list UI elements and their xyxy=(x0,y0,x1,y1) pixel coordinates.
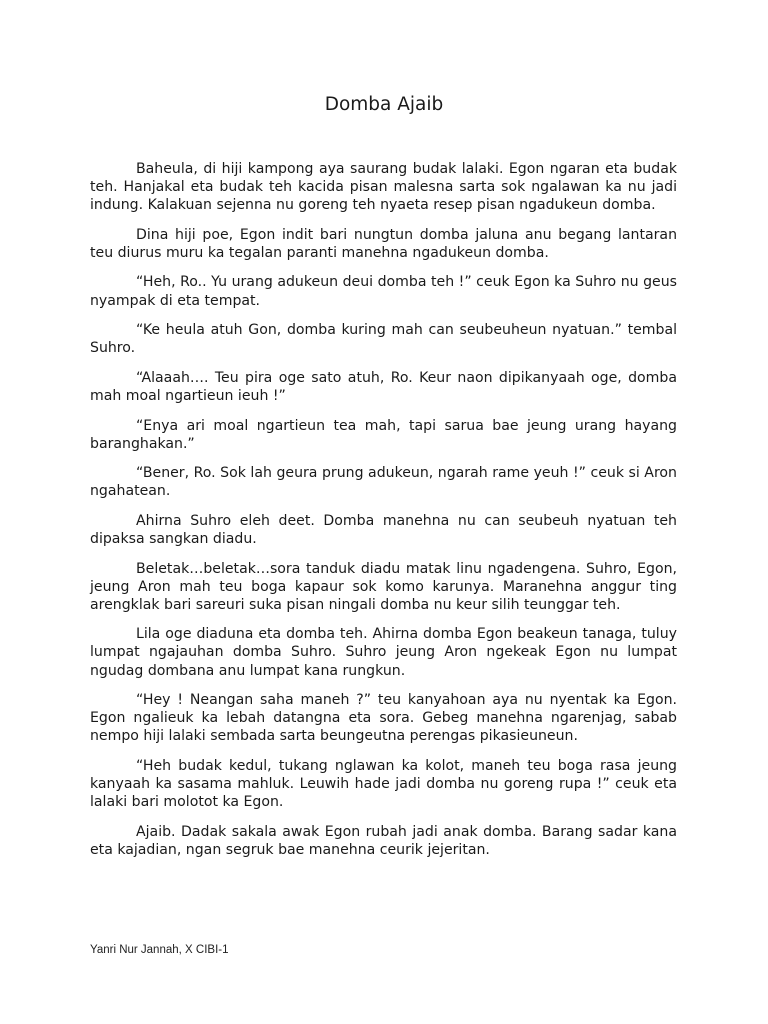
paragraph: Beletak…beletak…sora tanduk diadu matak linu ngadengena. Suhro, Egon, jeung Aron mah teu boga kapaur sok komo karunya. Maranehna anggur ting arengklak bari sareuri suka pisan ningali domba nu keur silih teunggar teh. xyxy=(90,560,677,613)
page-title: Domba Ajaib xyxy=(324,94,444,115)
paragraph: Baheula, di hiji kampong aya saurang budak lalaki. Egon ngaran eta budak teh. Hanjakal eta budak teh kacida pisan malesna sarta sok ngalawan ka nu jadi indung. Kalakuan sejenna nu goreng teh nyaeta resep pisan ngadukeun domba. xyxy=(90,161,677,214)
paragraph: “Heh budak kedul, tukang nglawan ka kolot, maneh teu boga rasa jeung kanyaah ka sasama mahluk. Leuwih hade jadi domba nu goreng rupa !” ceuk eta lalaki bari molotot ka Egon. xyxy=(90,757,677,811)
paragraph: “Enya ari moal ngartieun tea mah, tapi sarua bae jeung urang hayang baranghakan.” xyxy=(90,417,677,452)
paragraph: Ahirna Suhro eleh deet. Domba manehna nu can seubeuh nyatuan teh dipaksa sangkan diadu. xyxy=(90,512,677,547)
paragraph: “Bener, Ro. Sok lah geura prung adukeun, ngarah rame yeuh !” ceuk si Aron ngahatean. xyxy=(90,465,677,500)
story-body xyxy=(90,160,677,870)
paragraph: “Ke heula atuh Gon, domba kuring mah can seubeuheun nyatuan.” tembal Suhro. xyxy=(90,322,677,357)
paragraph: Lila oge diaduna eta domba teh. Ahirna domba Egon beakeun tanaga, tuluy lumpat ngajauhan domba Suhro. Suhro jeung Aron ngekeak Egon nu lumpat ngudag dombana anu lumpat kana rungkun. xyxy=(90,626,677,679)
paragraph: Ajaib. Dadak sakala awak Egon rubah jadi anak domba. Barang sadar kana eta kajadian, ngan segruk bae manehna ceurik jejeritan. xyxy=(90,823,677,858)
paragraph: “Hey ! Neangan saha maneh ?” teu kanyahoan aya nu nyentak ka Egon. Egon ngalieuk ka lebah datangna eta sora. Gebeg manehna ngarenjag, sabab nempo hiji lalaki sembada sarta beungeutna perengas pikasieuneun. xyxy=(90,692,677,745)
paragraph: Dina hiji poe, Egon indit bari nungtun domba jaluna anu begang lantaran teu diurus muru ka tegalan paranti manehna ngadukeun domba. xyxy=(90,226,677,261)
paragraph: “Heh, Ro.. Yu urang adukeun deui domba teh !” ceuk Egon ka Suhro nu geus nyampak di eta tempat. xyxy=(90,274,677,309)
author-footer: Yanri Nur Jannah, X CIBI-1 xyxy=(90,944,229,956)
paragraph: “Alaaah…. Teu pira oge sato atuh, Ro. Keur naon dipikanyaah oge, domba mah moal ngartieun ieuh !” xyxy=(90,369,677,404)
